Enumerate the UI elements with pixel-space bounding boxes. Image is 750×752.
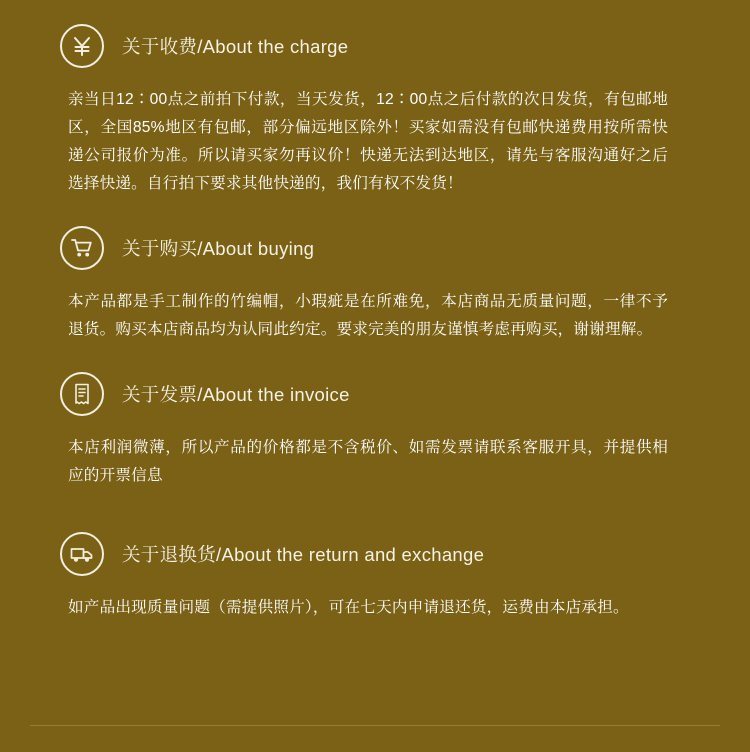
section-body: 亲当日12∶00点之前拍下付款，当天发货，12∶00点之后付款的次日发货，有包邮地区，全国85%地区有包邮，部分偏远地区除外！买家如需没有包邮快递费用按所需快递公司报价为准。所以请买家勿再议价！快递无法到达地区，请先与客服沟通好之后选择快递。自行拍下要求其他快递的，我们有权不发货！ (68, 91, 668, 192)
section-title: 关于购买/About buying (122, 238, 315, 259)
invoice-document-icon (60, 372, 104, 416)
section-body: 如产品出现质量问题（需提供照片），可在七天内申请退还货，运费由本店承担。 (68, 599, 629, 616)
section-header (0, 372, 730, 416)
section-about-return-exchange (0, 490, 750, 622)
section-about-buying (0, 198, 750, 344)
shopping-cart-icon (60, 226, 104, 270)
section-title: 关于发票/About the invoice (122, 384, 350, 405)
section-body: 本店利润微薄，所以产品的价格都是不含税价、如需发票请联系客服开具，并提供相应的开票信息 (68, 439, 668, 484)
section-header (0, 24, 730, 68)
delivery-truck-icon (60, 532, 104, 576)
section-body: 本产品都是手工制作的竹编帽，小瑕疵是在所难免，本店商品无质量问题，一律不予退货。购买本店商品均为认同此约定。要求完美的朋友谨慎考虑再购买，谢谢理解。 (68, 293, 668, 338)
section-title: 关于退换货/About the return and exchange (122, 544, 485, 565)
section-about-invoice (0, 344, 750, 490)
yen-currency-icon (60, 24, 104, 68)
section-header (0, 226, 730, 270)
section-header (0, 532, 730, 576)
section-title: 关于收费/About the charge (122, 36, 349, 57)
section-about-charge (0, 0, 750, 198)
bottom-divider (30, 725, 720, 726)
